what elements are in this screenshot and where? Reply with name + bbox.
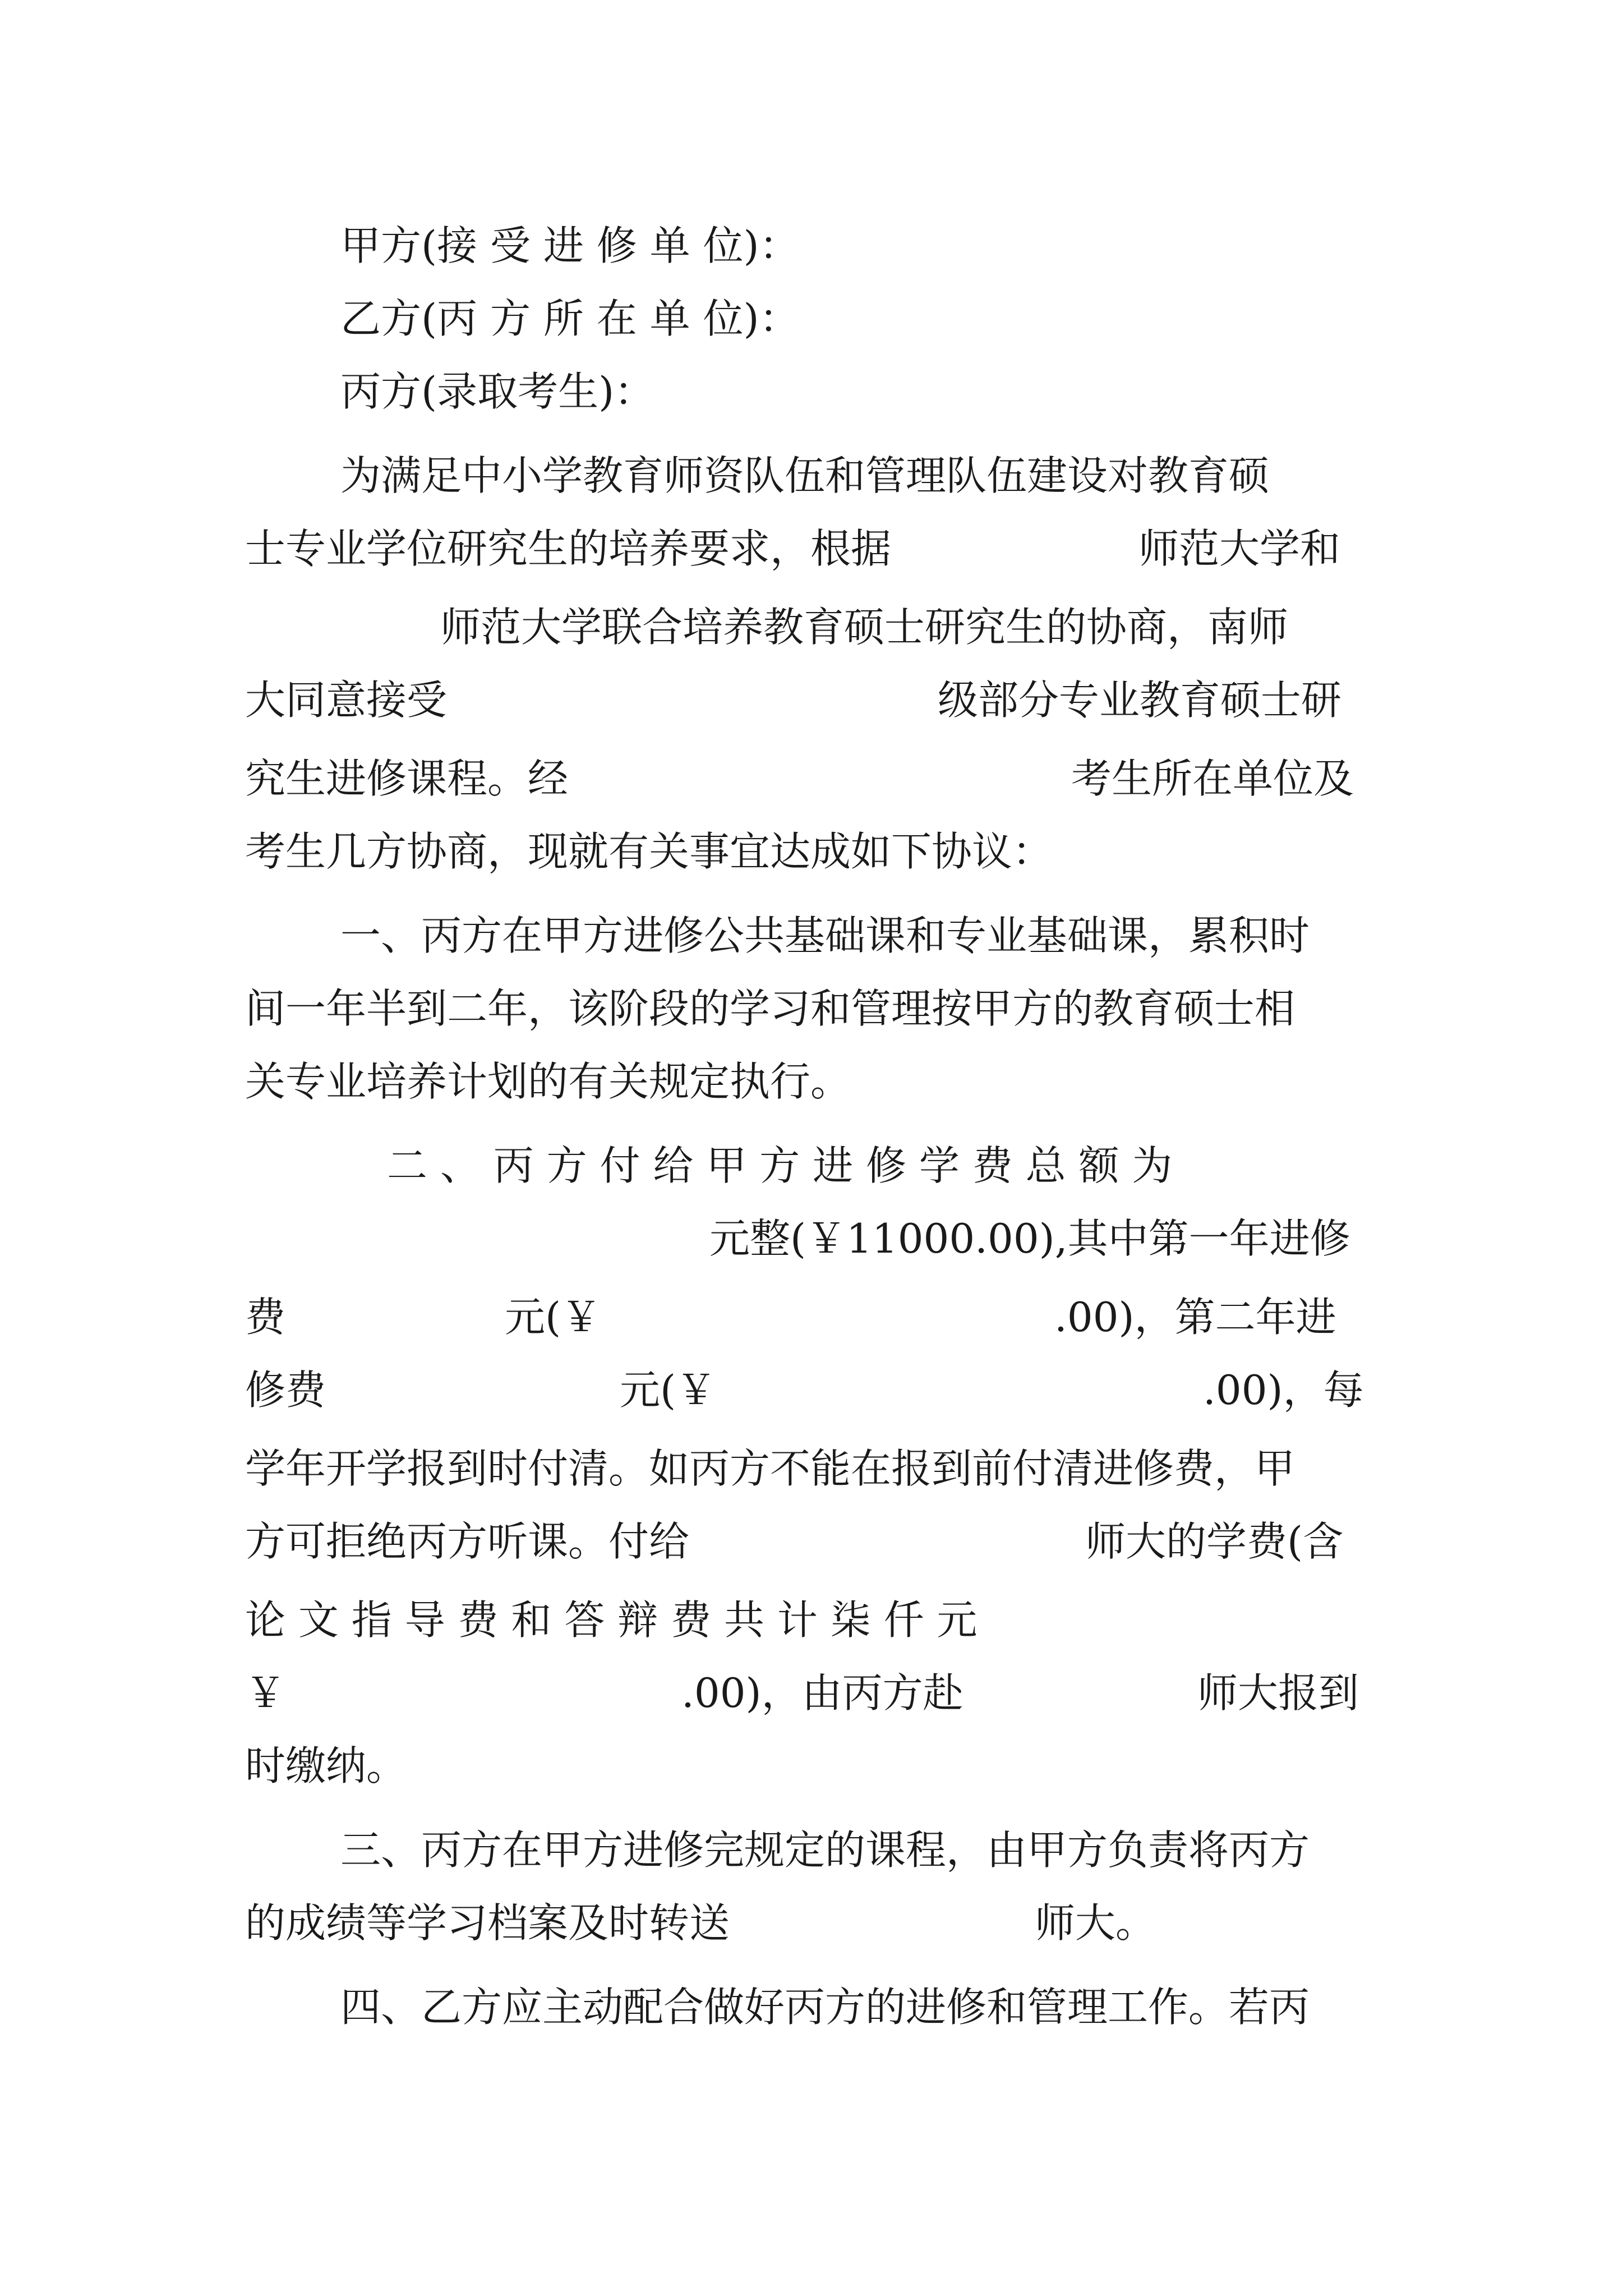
intro-line-4a: 大同意接受 xyxy=(245,677,448,724)
clause-3-line-1: 三、丙方在甲方进修完规定的课程，由甲方负责将丙方 xyxy=(340,1826,1310,1874)
intro-line-2a: 士专业学位研究生的培养要求，根据 xyxy=(245,525,892,572)
clause-1-line-3: 关专业培养计划的有关规定执行。 xyxy=(245,1058,851,1105)
clause-2-line-3a: 费 xyxy=(245,1294,286,1341)
clause-2-line-4b: 元(￥ xyxy=(620,1366,717,1414)
clause-2-line-2: 元整(￥11000.00),其中第一年进修 xyxy=(709,1215,1350,1262)
clause-2-line-5: 学年开学报到时付清。如丙方不能在报到前付清进修费，甲 xyxy=(245,1445,1295,1492)
clause-3-line-2a: 的成绩等学习档案及时转送 xyxy=(245,1899,730,1947)
clause-2-line-3c: .00)，第二年进 xyxy=(1054,1294,1336,1341)
party-c-line: 丙方(录取考生)： xyxy=(340,368,655,415)
clause-4-line-1: 四、乙方应主动配合做好丙方的进修和管理工作。若丙 xyxy=(340,1984,1310,2031)
party-b-line: 乙方(丙 方 所 在 单 位)： xyxy=(340,295,800,342)
party-a-line: 甲方(接 受 进 修 单 位)： xyxy=(340,222,800,269)
intro-line-5b: 考生所在单位及 xyxy=(1071,755,1354,802)
clause-2-line-3b: 元(￥ xyxy=(505,1294,602,1341)
intro-line-2b: 师范大学和 xyxy=(1138,525,1341,572)
clause-2-line-8b: .00)，由丙方赴 xyxy=(681,1669,963,1717)
intro-line-3: 师范大学联合培养教育硕士研究生的协商，南师 xyxy=(440,604,1289,651)
clause-2-line-6a: 方可拒绝丙方听课。付给 xyxy=(245,1518,690,1565)
clause-2-line-9: 时缴纳。 xyxy=(245,1742,407,1789)
clause-1-line-2: 间一年半到二年，该阶段的学习和管理按甲方的教育硕士相 xyxy=(245,985,1295,1032)
clause-3-line-2b: 师大。 xyxy=(1035,1899,1156,1947)
clause-1-line-1: 一、丙方在甲方进修公共基础课和专业基础课，累积时 xyxy=(340,912,1310,959)
clause-2-line-4a: 修费 xyxy=(245,1366,326,1414)
clause-2-line-8c: 师大报到 xyxy=(1197,1669,1359,1717)
intro-line-4b: 级部分专业教育硕士研 xyxy=(938,677,1342,724)
clause-2-line-7: 论 文 指 导 费 和 答 辩 费 共 计 柒 仟 元 xyxy=(245,1596,978,1644)
clause-2-line-8a: ￥ xyxy=(245,1669,286,1717)
clause-2-line-1: 二 、 丙 方 付 给 甲 方 进 修 学 费 总 额 为 xyxy=(387,1142,1173,1189)
intro-line-6: 考生几方协商，现就有关事宜达成如下协议： xyxy=(245,828,1053,875)
intro-line-1: 为满足中小学教育师资队伍和管理队伍建设对教育硕 xyxy=(340,452,1270,499)
intro-line-5a: 究生进修课程。经 xyxy=(245,755,569,802)
clause-2-line-4c: .00)，每 xyxy=(1203,1366,1364,1414)
clause-2-line-6b: 师大的学费(含 xyxy=(1085,1518,1344,1565)
